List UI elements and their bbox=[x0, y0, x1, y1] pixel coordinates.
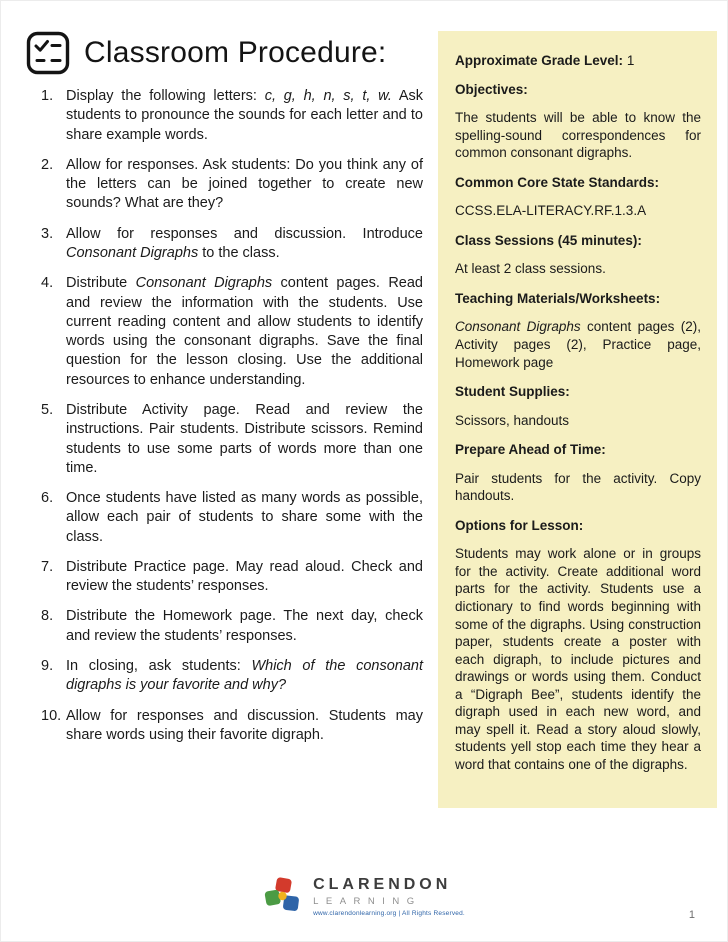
sidebar-section-value: 1 bbox=[623, 53, 635, 68]
sidebar-section-body: Scissors, handouts bbox=[455, 412, 570, 428]
procedure-item-text: Distribute Activity page. Read and review the instructions. Pair students. Distribute scissors. Remind students to use some parts of words more than one time. bbox=[66, 401, 423, 476]
procedure-item-text: In closing, ask students: Which of the consonant digraphs is your favorite and why? bbox=[66, 658, 423, 694]
checklist-icon bbox=[26, 31, 70, 75]
page-title: Classroom Procedure: bbox=[84, 36, 387, 69]
procedure-item-number: 3. bbox=[41, 225, 54, 242]
procedure-item bbox=[41, 401, 423, 478]
procedure-item-text: Allow for responses. Ask students: Do you think any of the letters can be joined together to create new sounds? What are they? bbox=[66, 156, 423, 212]
procedure-item-number: 4. bbox=[41, 275, 54, 292]
procedure-list bbox=[41, 87, 423, 745]
sidebar-section bbox=[455, 232, 701, 278]
procedure-item bbox=[41, 274, 423, 390]
procedure-item-text: Display the following letters: c, g, h, n, s, t, w. Ask students to pronounce the sounds for each letter and to share example words. bbox=[66, 88, 423, 143]
procedure-item bbox=[41, 558, 423, 597]
sidebar-section bbox=[455, 81, 701, 162]
procedure-item bbox=[41, 87, 423, 145]
procedure-item-text: Allow for responses and discussion. Students may share words using their favorite digraph. bbox=[66, 707, 423, 743]
sidebar-section bbox=[455, 52, 701, 70]
footer bbox=[1, 876, 727, 917]
brand-name: CLARENDON bbox=[313, 876, 452, 893]
procedure-item-number: 6. bbox=[41, 490, 54, 507]
sidebar-section-heading: Class Sessions (45 minutes): bbox=[455, 232, 642, 248]
procedure-item-number: 7. bbox=[41, 558, 54, 575]
sidebar-sections bbox=[455, 52, 701, 774]
page-number: 1 bbox=[688, 909, 695, 921]
sidebar-section bbox=[455, 441, 701, 505]
sidebar-section-heading: Objectives: bbox=[455, 81, 528, 97]
sidebar-section-body: CCSS.ELA-LITERACY.RF.1.3.A bbox=[455, 203, 647, 219]
sidebar-section bbox=[455, 383, 701, 429]
procedure-item-text: Distribute Consonant Digraphs content pages. Read and review the information with the students. Use current reading content and allow students to identify words using the consonant digraphs. Save the final question for the lesson closing. Use the additional resources to enhance understanding. bbox=[66, 275, 423, 388]
sidebar-section-body: Consonant Digraphs content pages (2), Activity pages (2), Practice page, Homework page bbox=[455, 319, 701, 370]
sidebar-section-body: Students may work alone or in groups for the activity. Create additional word parts for the activity. Students use a dictionary to find words beginning with some of the digraphs. Using construction paper, students create a poster with each digraph, to include pictures and drawings or words using them. Conduct a “Digraph Bee”, students identify the digraph used in each new word, and may spell it. Read a story aloud slowly, students yell stop each time they hear a word that contains one of the digraphs. bbox=[455, 546, 701, 772]
procedure-item-text: Distribute the Homework page. The next day, check and review the students’ responses. bbox=[66, 608, 423, 644]
sidebar-section-heading: Student Supplies: bbox=[455, 384, 570, 400]
sidebar-section-heading: Teaching Materials/Worksheets: bbox=[455, 290, 661, 306]
sidebar-section bbox=[455, 174, 701, 220]
sidebar-section-body: Pair students for the activity. Copy handouts. bbox=[455, 470, 701, 504]
procedure-section bbox=[41, 87, 423, 756]
lesson-info-sidebar bbox=[438, 31, 717, 808]
procedure-item-text: Once students have listed as many words as possible, allow each pair of students to share some with the class. bbox=[66, 490, 423, 545]
procedure-item bbox=[41, 607, 423, 646]
sidebar-section-body: The students will be able to know the spelling-sound correspondences for common consonant digraphs. bbox=[455, 110, 701, 161]
sidebar-section-heading: Approximate Grade Level: 1 bbox=[455, 53, 635, 68]
sidebar-section bbox=[455, 517, 701, 774]
procedure-item-number: 5. bbox=[41, 401, 54, 418]
sidebar-section-heading: Prepare Ahead of Time: bbox=[455, 442, 606, 458]
puzzle-logo-icon bbox=[263, 877, 303, 917]
sidebar-section-body: At least 2 class sessions. bbox=[455, 261, 606, 277]
brand-tagline: www.clarendonlearning.org | All Rights Reserved. bbox=[313, 910, 465, 917]
brand-block bbox=[313, 876, 465, 917]
procedure-item bbox=[41, 707, 423, 746]
procedure-item bbox=[41, 225, 423, 264]
sidebar-section bbox=[455, 290, 701, 371]
procedure-item-number: 8. bbox=[41, 608, 54, 625]
procedure-item-number: 2. bbox=[41, 156, 54, 173]
procedure-item-number: 1. bbox=[41, 88, 54, 104]
procedure-item bbox=[41, 156, 423, 214]
procedure-item bbox=[41, 657, 423, 696]
sidebar-section-heading: Options for Lesson: bbox=[455, 517, 584, 533]
procedure-item bbox=[41, 489, 423, 547]
procedure-item-text: Allow for responses and discussion. Introduce Consonant Digraphs to the class. bbox=[66, 225, 423, 261]
procedure-item-number: 9. bbox=[41, 658, 54, 675]
brand-subtitle: LEARNING bbox=[313, 896, 422, 907]
procedure-item-number: 10. bbox=[41, 707, 62, 724]
sidebar-section-heading: Common Core State Standards: bbox=[455, 174, 660, 190]
header bbox=[26, 31, 386, 75]
procedure-item-text: Distribute Practice page. May read aloud. Check and review the students’ responses. bbox=[66, 558, 423, 595]
